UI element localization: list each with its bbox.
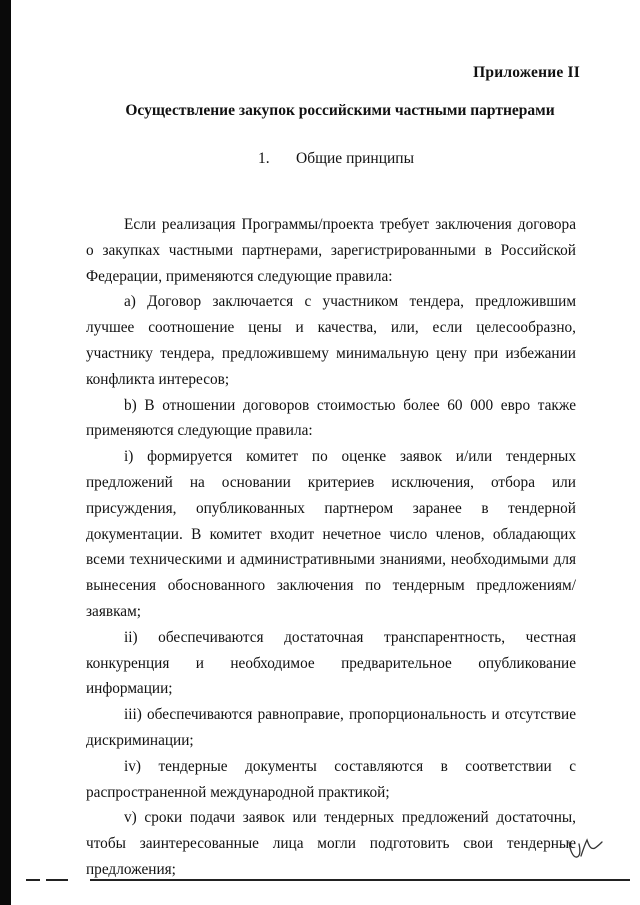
- document-title: Осуществление закупок российскими частными партнерами: [125, 102, 555, 119]
- section-number: 1.: [258, 150, 270, 167]
- footer-rule: [90, 879, 630, 881]
- footer-dash: [46, 879, 68, 881]
- section-heading: [258, 150, 414, 168]
- section-title: Общие принципы: [296, 150, 414, 167]
- paragraph-i: i) формируется комитет по оценке заявок и/или тендерных предложений на основании критериев исключения, отбора или присуждения, опубликованных партнером заранее в тендерной документации. В комитет входит нечетное число членов, обладающих всеми техническими и административными знаниями, необходимыми для вынесения обоснованного заключения по тендерным предложениям/заявкам;: [86, 448, 576, 620]
- paragraph-a: а) Договор заключается с участником тендера, предложившим лучшее соотношение цены и качества, или, если целесообразно, участнику тендера, предложившему минимальную цену при избежании конфликта интересов;: [86, 293, 576, 388]
- paragraph-intro: Если реализация Программы/проекта требует заключения договора о закупках частными партнерами, зарегистрированными в Российской Федерации, применяются следующие правила:: [86, 216, 576, 285]
- document-body: [86, 212, 576, 883]
- paragraph-ii: ii) обеспечиваются достаточная транспарентность, честная конкуренция и необходимое предварительное опубликование информации;: [86, 628, 576, 698]
- paragraph-iii: iii) обеспечиваются равноправие, пропорциональность и отсутствие дискриминации;: [86, 706, 576, 749]
- paragraph-b: b) В отношении договоров стоимостью более 60 000 евро также применяются следующие правила:: [86, 396, 576, 440]
- appendix-label: Приложение II: [473, 64, 580, 81]
- paragraph-v: v) сроки подачи заявок или тендерных предложений достаточны, чтобы заинтересованные лица могли подготовить свои тендерные предложения;: [86, 809, 576, 878]
- handwritten-initials-icon: [565, 834, 605, 864]
- paragraph-iv: iv) тендерные документы составляются в соответствии с распространенной международной практикой;: [86, 757, 576, 801]
- footer-dash: [26, 879, 40, 881]
